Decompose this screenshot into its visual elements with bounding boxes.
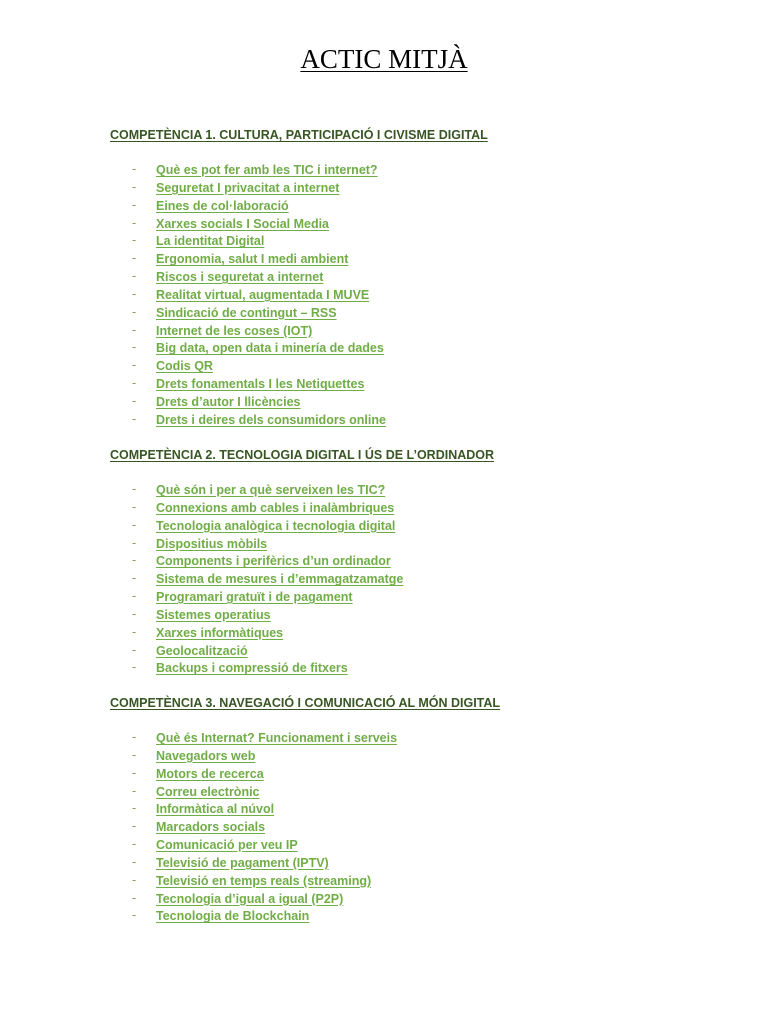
topic-link[interactable]: Comunicació per veu IP [156, 838, 298, 853]
page-title: ACTIC MITJÀ [300, 44, 468, 74]
dash-bullet: - [132, 890, 137, 905]
topic-link[interactable]: Codis QR [156, 359, 213, 374]
dash-bullet: - [132, 765, 137, 780]
topic-link[interactable]: Riscos i seguretat a internet [156, 270, 324, 285]
list-item [110, 854, 730, 872]
topic-link[interactable]: Informàtica al núvol [156, 802, 275, 817]
topic-link[interactable]: Sistema de mesures i d’emmagatzamatge [156, 572, 404, 587]
list-item [110, 481, 730, 499]
topic-link[interactable]: Connexions amb cables i inalàmbriques [156, 500, 395, 515]
dash-bullet: - [132, 411, 137, 426]
topic-link[interactable]: Components i perifèrics d’un ordinador [156, 554, 391, 569]
list-item [110, 357, 730, 375]
topic-list [110, 481, 730, 677]
topic-link[interactable]: Drets d’autor I llicències [156, 394, 301, 409]
list-item [110, 659, 730, 677]
dash-bullet: - [132, 233, 137, 248]
topic-link[interactable]: Tecnologia de Blockchain [156, 909, 310, 924]
list-item [110, 161, 730, 179]
list-item [110, 339, 730, 357]
dash-bullet: - [132, 322, 137, 337]
list-item [110, 393, 730, 411]
competencia-2-section [110, 446, 730, 677]
dash-bullet: - [132, 606, 137, 621]
section-heading: COMPETÈNCIA 1. CULTURA, PARTICIPACIÓ I CIVISME DIGITAL [110, 128, 488, 142]
list-item [110, 642, 730, 660]
list-item [110, 268, 730, 286]
list-item [110, 304, 730, 322]
topic-link[interactable]: Sindicació de contingut – RSS [156, 305, 337, 320]
dash-bullet: - [132, 179, 137, 194]
topic-link[interactable]: Drets i deires dels consumidors online [156, 412, 386, 427]
topic-list [110, 729, 730, 925]
topic-link[interactable]: Navegadors web [156, 748, 256, 763]
list-item [110, 517, 730, 535]
dash-bullet: - [132, 730, 137, 744]
dash-bullet: - [132, 589, 137, 604]
dash-bullet: - [132, 872, 137, 887]
dash-bullet: - [132, 251, 137, 266]
list-item [110, 375, 730, 393]
topic-link[interactable]: Seguretat I privacitat a internet [156, 180, 340, 195]
competencia-1-section [110, 126, 730, 429]
topic-link[interactable]: Televisió en temps reals (streaming) [156, 873, 372, 888]
dash-bullet: - [132, 482, 137, 496]
dash-bullet: - [132, 197, 137, 212]
list-item [110, 606, 730, 624]
list-item [110, 818, 730, 836]
list-item [110, 872, 730, 890]
list-item [110, 535, 730, 553]
dash-bullet: - [132, 162, 137, 176]
dash-bullet: - [132, 358, 137, 373]
dash-bullet: - [132, 571, 137, 586]
dash-bullet: - [132, 801, 137, 816]
topic-link[interactable]: Realitat virtual, augmentada I MUVE [156, 287, 370, 302]
topic-link[interactable]: Backups i compressió de fitxers [156, 661, 348, 676]
list-item [110, 747, 730, 765]
list-item [110, 286, 730, 304]
list-item [110, 624, 730, 642]
list-item [110, 729, 730, 747]
list-item [110, 836, 730, 854]
dash-bullet: - [132, 376, 137, 391]
topic-link[interactable]: Què són i per a què serveixen les TIC? [156, 483, 386, 497]
dash-bullet: - [132, 215, 137, 230]
topic-link[interactable]: Xarxes informàtiques [156, 625, 284, 640]
dash-bullet: - [132, 642, 137, 657]
topic-link[interactable]: Ergonomia, salut I medi ambient [156, 252, 349, 267]
dash-bullet: - [132, 499, 137, 514]
dash-bullet: - [132, 340, 137, 355]
topic-link[interactable]: Programari gratuït i de pagament [156, 590, 353, 605]
topic-link[interactable]: Drets fonamentals I les Netiquettes [156, 377, 365, 392]
section-heading: COMPETÈNCIA 2. TECNOLOGIA DIGITAL I ÚS DE L’ORDINADOR [110, 448, 495, 462]
topic-link[interactable]: Sistemes operatius [156, 607, 271, 622]
dash-bullet: - [132, 908, 137, 923]
dash-bullet: - [132, 747, 137, 762]
topic-link[interactable]: Tecnologia d’igual a igual (P2P) [156, 891, 344, 906]
dash-bullet: - [132, 819, 137, 834]
list-item [110, 570, 730, 588]
list-item [110, 783, 730, 801]
dash-bullet: - [132, 269, 137, 284]
dash-bullet: - [132, 553, 137, 568]
dash-bullet: - [132, 393, 137, 408]
topic-link[interactable]: Televisió de pagament (IPTV) [156, 855, 329, 870]
topic-link[interactable]: Què es pot fer amb les TIC i internet? [156, 163, 378, 177]
topic-link[interactable]: Big data, open data i minería de dades [156, 341, 384, 356]
topic-link[interactable]: La identitat Digital [156, 234, 265, 249]
list-item [110, 499, 730, 517]
dash-bullet: - [132, 535, 137, 550]
dash-bullet: - [132, 624, 137, 639]
dash-bullet: - [132, 517, 137, 532]
dash-bullet: - [132, 304, 137, 319]
dash-bullet: - [132, 286, 137, 301]
dash-bullet: - [132, 837, 137, 852]
dash-bullet: - [132, 854, 137, 869]
competencia-3-section [110, 694, 730, 925]
list-item [110, 179, 730, 197]
list-item [110, 552, 730, 570]
list-item [110, 890, 730, 908]
list-item [110, 215, 730, 233]
list-item [110, 907, 730, 925]
list-item [110, 765, 730, 783]
list-item [110, 588, 730, 606]
topic-link[interactable]: Marcadors socials [156, 820, 266, 835]
list-item [110, 800, 730, 818]
topic-link[interactable]: Xarxes socials I Social Media [156, 216, 330, 231]
dash-bullet: - [132, 783, 137, 798]
topic-link[interactable]: Geolocalització [156, 643, 248, 658]
list-item [110, 322, 730, 340]
topic-link[interactable]: Què és Internat? Funcionament i serveis [156, 731, 398, 745]
list-item [110, 411, 730, 429]
topic-list [110, 161, 730, 429]
topic-link[interactable]: Motors de recerca [156, 766, 264, 781]
dash-bullet: - [132, 660, 137, 675]
topic-link[interactable]: Tecnologia analògica i tecnologia digital [156, 518, 396, 533]
topic-link[interactable]: Internet de les coses (IOT) [156, 323, 313, 338]
topic-link[interactable]: Dispositius mòbils [156, 536, 268, 551]
topic-link[interactable]: Eines de col·laboració [156, 198, 289, 213]
section-heading: COMPETÈNCIA 3. NAVEGACIÓ I COMUNICACIÓ AL MÓN DIGITAL [110, 696, 501, 710]
list-item [110, 232, 730, 250]
list-item [110, 197, 730, 215]
topic-link[interactable]: Correu electrònic [156, 784, 260, 799]
list-item [110, 250, 730, 268]
